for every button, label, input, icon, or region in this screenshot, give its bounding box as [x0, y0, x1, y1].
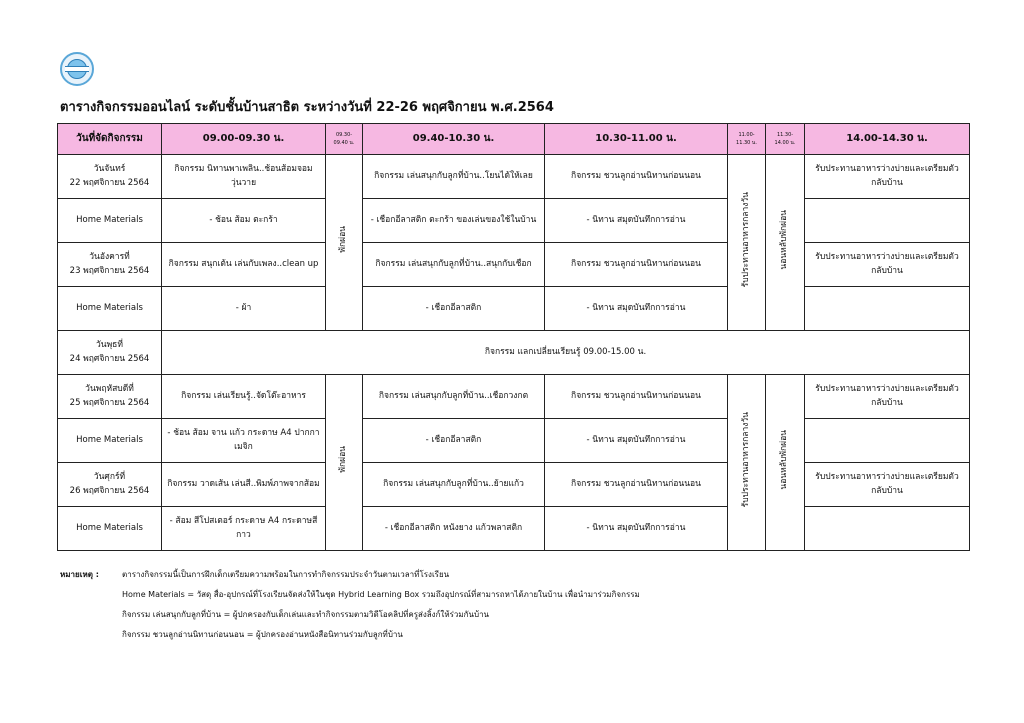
- materials-cell: - ผ้า: [162, 287, 326, 331]
- logo-band: [65, 66, 89, 72]
- materials-cell: [805, 507, 970, 551]
- materials-cell: [805, 419, 970, 463]
- header-slot4: 14.00-14.30 น.: [805, 124, 970, 155]
- materials-cell: - ช้อน ส้อม ตะกร้า: [162, 199, 326, 243]
- materials-label: Home Materials: [58, 507, 162, 551]
- table-row: [58, 287, 970, 331]
- activity-cell: กิจกรรม สนุกเต้น เล่นกับเพลง..clean up: [162, 243, 326, 287]
- page-title: ตารางกิจกรรมออนไลน์ ระดับชั้นบ้านสาธิต ระหว่างวันที่ 22-26 พฤศจิกายน พ.ศ.2564: [60, 100, 554, 115]
- activity-cell: กิจกรรม เล่นเรียนรู้..จัดโต๊ะอาหาร: [162, 375, 326, 419]
- lunch-cell: รับประทานอาหารกลางวัน: [728, 375, 766, 551]
- header-break: 09.30- 09.40 น.: [326, 124, 363, 155]
- activity-cell: รับประทานอาหารว่างบ่ายและเตรียมตัวกลับบ้าน: [805, 463, 970, 507]
- materials-label: Home Materials: [58, 419, 162, 463]
- materials-label: Home Materials: [58, 287, 162, 331]
- day-cell: วันพฤหัสบดีที่ 25 พฤศจิกายน 2564: [58, 375, 162, 419]
- schedule-table: [57, 123, 970, 551]
- note-line: [60, 571, 640, 591]
- day-cell: วันพุธที่ 24 พฤศจิกายน 2564: [58, 331, 162, 375]
- full-day-activity: กิจกรรม แลกเปลี่ยนเรียนรู้ 09.00-15.00 น.: [162, 331, 970, 375]
- header-nap: 11.30- 14.00 น.: [766, 124, 805, 155]
- materials-cell: - ช้อน ส้อม จาน แก้ว กระดาษ A4 ปากกาเมจิก: [162, 419, 326, 463]
- table-row: [58, 375, 970, 419]
- materials-cell: [805, 287, 970, 331]
- note-line: [60, 631, 640, 651]
- notes-label: หมายเหตุ :: [60, 570, 99, 579]
- table-row: [58, 199, 970, 243]
- activity-cell: กิจกรรม ชวนลูกอ่านนิทานก่อนนอน: [545, 375, 728, 419]
- materials-cell: - นิทาน สมุดบันทึกการอ่าน: [545, 419, 728, 463]
- materials-cell: - นิทาน สมุดบันทึกการอ่าน: [545, 199, 728, 243]
- note-text: ตารางกิจกรรมนี้เป็นการฝึกเด็กเตรียมความพร้อมในการทำกิจกรรมประจำวันตามเวลาที่โรงเรียน: [122, 570, 450, 579]
- materials-cell: - เชือกอีลาสติก หนังยาง แก้วพลาสติก: [363, 507, 545, 551]
- header-day: วันที่จัดกิจกรรม: [58, 124, 162, 155]
- school-logo: [60, 52, 94, 86]
- table-row: [58, 419, 970, 463]
- table-row: [58, 331, 970, 375]
- day-cell: วันอังคารที่ 23 พฤศจิกายน 2564: [58, 243, 162, 287]
- materials-cell: - เชือกอีลาสติก ตะกร้า ของเล่นของใช้ในบ้าน: [363, 199, 545, 243]
- table-row: [58, 243, 970, 287]
- nap-cell: นอนหลับพักผ่อน: [766, 375, 805, 551]
- table-row: [58, 463, 970, 507]
- activity-cell: รับประทานอาหารว่างบ่ายและเตรียมตัวกลับบ้าน: [805, 375, 970, 419]
- header-row: [58, 124, 970, 155]
- note-text: กิจกรรม เล่นสนุกกับลูกที่บ้าน = ผู้ปกครองกับเด็กเล่นและทำกิจกรรมตามวิดีโอคลิปที่ครูส่งลิ้งก์ให้ร่วมกันบ้าน: [122, 610, 490, 619]
- activity-cell: กิจกรรม ชวนลูกอ่านนิทานก่อนนอน: [545, 155, 728, 199]
- lunch-cell: รับประทานอาหารกลางวัน: [728, 155, 766, 331]
- activity-cell: กิจกรรม เล่นสนุกกับลูกที่บ้าน..สนุกกับเชือก: [363, 243, 545, 287]
- break-cell: พักผ่อน: [326, 155, 363, 331]
- activity-cell: กิจกรรม เล่นสนุกกับลูกที่บ้าน..โยนได้ให้เลย: [363, 155, 545, 199]
- table-row: [58, 155, 970, 199]
- activity-cell: กิจกรรม วาดเส้น เล่นสี..พิมพ์ภาพจากส้อม: [162, 463, 326, 507]
- day-cell: วันจันทร์ 22 พฤศจิกายน 2564: [58, 155, 162, 199]
- activity-cell: กิจกรรม ชวนลูกอ่านนิทานก่อนนอน: [545, 463, 728, 507]
- materials-cell: - เชือกอีลาสติก: [363, 419, 545, 463]
- note-text: กิจกรรม ชวนลูกอ่านนิทานก่อนนอน = ผู้ปกครองอ่านหนังสือนิทานร่วมกับลูกที่บ้าน: [122, 630, 403, 639]
- header-slot2: 09.40-10.30 น.: [363, 124, 545, 155]
- materials-cell: - นิทาน สมุดบันทึกการอ่าน: [545, 507, 728, 551]
- break-cell: พักผ่อน: [326, 375, 363, 551]
- note-line: [60, 611, 640, 631]
- materials-cell: - ส้อม สีโปสเตอร์ กระดาษ A4 กระดาษสีกาว: [162, 507, 326, 551]
- nap-cell: นอนหลับพักผ่อน: [766, 155, 805, 331]
- materials-label: Home Materials: [58, 199, 162, 243]
- header-slot1: 09.00-09.30 น.: [162, 124, 326, 155]
- activity-cell: กิจกรรม นิทานพาเพลิน..ช้อนส้อมจอมวุ่นวาย: [162, 155, 326, 199]
- activity-cell: รับประทานอาหารว่างบ่ายและเตรียมตัวกลับบ้าน: [805, 155, 970, 199]
- activity-cell: กิจกรรม เล่นสนุกกับลูกที่บ้าน..เชือกวงกต: [363, 375, 545, 419]
- activity-cell: รับประทานอาหารว่างบ่ายและเตรียมตัวกลับบ้าน: [805, 243, 970, 287]
- table-row: [58, 507, 970, 551]
- header-lunch: 11.00- 11.30 น.: [728, 124, 766, 155]
- materials-cell: - เชือกอีลาสติก: [363, 287, 545, 331]
- header-slot3: 10.30-11.00 น.: [545, 124, 728, 155]
- activity-cell: กิจกรรม เล่นสนุกกับลูกที่บ้าน..ย้ายแก้ว: [363, 463, 545, 507]
- activity-cell: กิจกรรม ชวนลูกอ่านนิทานก่อนนอน: [545, 243, 728, 287]
- materials-cell: [805, 199, 970, 243]
- day-cell: วันศุกร์ที่ 26 พฤศจิกายน 2564: [58, 463, 162, 507]
- note-text: Home Materials = วัสดุ สื่อ-อุปกรณ์ที่โรงเรียนจัดส่งให้ในชุด Hybrid Learning Box รวมถึงอุปกรณ์ที่สามารถหาได้ภายในบ้าน เพื่อนำมาร่วมกิจกรรม: [122, 590, 640, 599]
- materials-cell: - นิทาน สมุดบันทึกการอ่าน: [545, 287, 728, 331]
- notes-section: [60, 571, 640, 651]
- note-line: [60, 591, 640, 611]
